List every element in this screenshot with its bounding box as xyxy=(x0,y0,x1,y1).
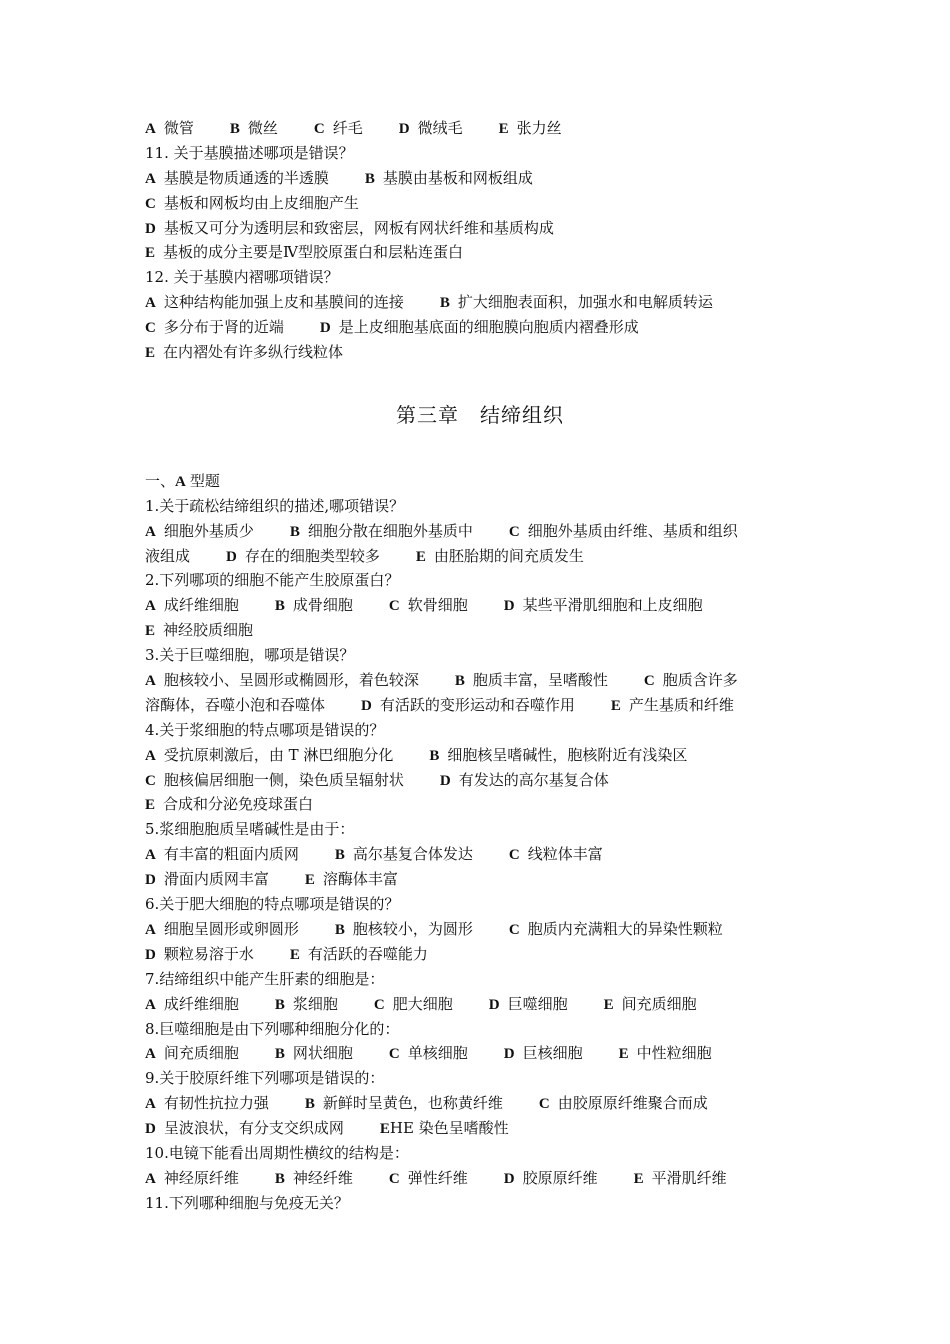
question-stem: 5.浆细胞胞质呈嗜碱性是由于： xyxy=(145,820,355,839)
option-a: A 有丰富的粗面内质网 xyxy=(145,845,299,864)
option-e: E 神经胶质细胞 xyxy=(145,621,254,640)
option-line xyxy=(145,544,815,569)
option-e: EHE 染色呈嗜酸性 xyxy=(379,1119,509,1138)
option-a: A 神经原纤维 xyxy=(145,1168,239,1187)
option-a: A 成纤维细胞 xyxy=(145,994,239,1013)
option-d: D 是上皮细胞基底面的细胞膜向胞质内褶叠形成 xyxy=(319,318,639,337)
option-c: C 弹性纤维 xyxy=(388,1168,468,1187)
option-line xyxy=(145,942,815,967)
option-b: B 细胞分散在细胞外基质中 xyxy=(289,521,473,540)
option-c: C 胞核偏居细胞一侧，染色质呈辐射状 xyxy=(145,770,404,789)
option-line xyxy=(145,693,815,718)
option-b: B 胞核较小，为圆形 xyxy=(334,919,473,938)
option-c: C 纤毛 xyxy=(313,119,363,137)
chapter-title: 第三章 结缔组织 xyxy=(396,402,564,427)
option-a: A 胞核较小、呈圆形或椭圆形，着色较深 xyxy=(145,671,419,690)
option-line xyxy=(145,1041,815,1066)
option-d: D 呈波浪状，有分支交织成网 xyxy=(145,1119,344,1138)
option-e: E 张力丝 xyxy=(498,119,562,137)
option-line xyxy=(145,315,815,340)
option-line xyxy=(145,618,815,643)
option-d: D 有活跃的变形运动和吞噬作用 xyxy=(361,695,575,714)
option-line xyxy=(145,768,815,793)
option-line xyxy=(145,1166,815,1191)
option-line xyxy=(145,992,815,1017)
option-c: C 肥大细胞 xyxy=(373,994,453,1013)
question-stem: 11.下列哪种细胞与免疫无关？ xyxy=(145,1193,349,1212)
option-d: D 颗粒易溶于水 xyxy=(145,944,254,963)
option-line xyxy=(145,216,815,241)
option-c: C 线粒体丰富 xyxy=(508,845,603,864)
option-e: E 平滑肌纤维 xyxy=(633,1168,727,1187)
option-line xyxy=(145,240,815,265)
question-stem: 8.巨噬细胞是由下列哪种细胞分化的： xyxy=(145,1019,400,1038)
option-a: A 细胞呈圆形或卵圆形 xyxy=(145,919,299,938)
option-d: D 胶原原纤维 xyxy=(503,1168,598,1187)
question-stem: 1.关于疏松结缔组织的描述,哪项错误？ xyxy=(145,496,405,515)
option-a: A 有韧性抗拉力强 xyxy=(145,1094,269,1113)
option-line xyxy=(145,191,815,216)
option-e: E 间充质细胞 xyxy=(603,994,697,1013)
option-d: D 存在的细胞类型较多 xyxy=(226,546,380,565)
option-b: B 高尔基复合体发达 xyxy=(334,845,473,864)
question-stem: 6.关于肥大细胞的特点哪项是错误的？ xyxy=(145,895,400,914)
option-c: C 单核细胞 xyxy=(388,1044,468,1063)
option-c: C 基板和网板均由上皮细胞产生 xyxy=(145,193,359,212)
option-b: B 成骨细胞 xyxy=(274,596,353,615)
option-line xyxy=(145,792,815,817)
option-line xyxy=(145,290,815,315)
option-a: A 间充质细胞 xyxy=(145,1044,239,1063)
option-c: C 胞质内充满粗大的异染性颗粒 xyxy=(508,919,723,938)
question-stem: 12. 关于基膜内褶哪项错误？ xyxy=(145,268,339,287)
option-a: A 成纤维细胞 xyxy=(145,596,239,615)
question-stem: 2.下列哪项的细胞不能产生胶原蛋白？ xyxy=(145,571,400,590)
option-e: E 溶酶体丰富 xyxy=(304,870,398,889)
option-line xyxy=(145,842,815,867)
option-c-continued: 液组成 xyxy=(145,546,191,565)
option-b: B 神经纤维 xyxy=(274,1168,353,1187)
option-c-continued: 溶酶体，吞噬小泡和吞噬体 xyxy=(145,695,326,714)
section-header: 一、A 型题 xyxy=(145,471,220,490)
option-a: A 这种结构能加强上皮和基膜间的连接 xyxy=(145,293,404,312)
option-c: C 多分布于肾的近端 xyxy=(145,318,284,337)
option-e: E 由胚胎期的间充质发生 xyxy=(415,546,584,565)
option-d: D 巨核细胞 xyxy=(503,1044,583,1063)
option-line xyxy=(145,917,815,942)
option-line xyxy=(145,340,815,365)
option-b: B 胞质丰富，呈嗜酸性 xyxy=(454,671,608,690)
question-stem: 10.电镜下能看出周期性横纹的结构是： xyxy=(145,1143,409,1162)
option-c: C 由胶原原纤维聚合而成 xyxy=(538,1094,708,1113)
option-b: B 扩大细胞表面积，加强水和电解质转运 xyxy=(439,293,713,312)
question-stem: 9.关于胶原纤维下列哪项是错误的： xyxy=(145,1069,385,1088)
document-content xyxy=(145,116,815,1216)
option-line xyxy=(145,867,815,892)
option-e: E 在内褶处有许多纵行线粒体 xyxy=(145,343,344,362)
option-line xyxy=(145,743,815,768)
option-d: D 基板又可分为透明层和致密层，网板有网状纤维和基质构成 xyxy=(145,218,554,237)
option-line xyxy=(145,1116,815,1141)
option-a: A 微管 xyxy=(145,119,194,137)
option-b: B 基膜由基板和网板组成 xyxy=(364,168,533,187)
option-e: E 合成和分泌免疫球蛋白 xyxy=(145,795,314,814)
option-e: E 中性粒细胞 xyxy=(618,1044,712,1063)
q10-options-line xyxy=(145,116,815,141)
question-stem: 3.关于巨噬细胞，哪项是错误？ xyxy=(145,646,355,665)
question-stem: 4.关于浆细胞的特点哪项是错误的？ xyxy=(145,720,385,739)
option-c: C 细胞外基质由纤维、基质和组织 xyxy=(508,521,738,540)
option-a: A 受抗原刺激后，由 T 淋巴细胞分化 xyxy=(145,745,394,764)
option-b: B 网状细胞 xyxy=(274,1044,353,1063)
option-d: D 有发达的高尔基复合体 xyxy=(439,770,609,789)
option-a: A 基膜是物质通透的半透膜 xyxy=(145,168,329,187)
option-d: D 滑面内质网丰富 xyxy=(145,870,269,889)
question-stem: 11. 关于基膜描述哪项是错误？ xyxy=(145,143,354,162)
option-e: E 基板的成分主要是Ⅳ型胶原蛋白和层粘连蛋白 xyxy=(145,243,464,262)
option-b: B 浆细胞 xyxy=(274,994,338,1013)
option-line xyxy=(145,166,815,191)
question-stem: 7.结缔组织中能产生肝素的细胞是： xyxy=(145,969,385,988)
option-e: E 产生基质和纤维 xyxy=(610,695,734,714)
option-d: D 巨噬细胞 xyxy=(488,994,568,1013)
option-d: D 微绒毛 xyxy=(398,119,463,137)
option-c: C 胞质含许多 xyxy=(643,671,738,690)
option-line xyxy=(145,668,815,693)
option-line xyxy=(145,519,815,544)
option-c: C 软骨细胞 xyxy=(388,596,468,615)
option-b: B 新鲜时呈黄色，也称黄纤维 xyxy=(304,1094,503,1113)
option-e: E 有活跃的吞噬能力 xyxy=(289,944,428,963)
option-a: A 细胞外基质少 xyxy=(145,521,254,540)
option-line xyxy=(145,1091,815,1116)
option-b: B 细胞核呈嗜碱性，胞核附近有浅染区 xyxy=(429,745,688,764)
option-line xyxy=(145,593,815,618)
option-d: D 某些平滑肌细胞和上皮细胞 xyxy=(503,596,703,615)
option-b: B 微丝 xyxy=(229,119,278,137)
